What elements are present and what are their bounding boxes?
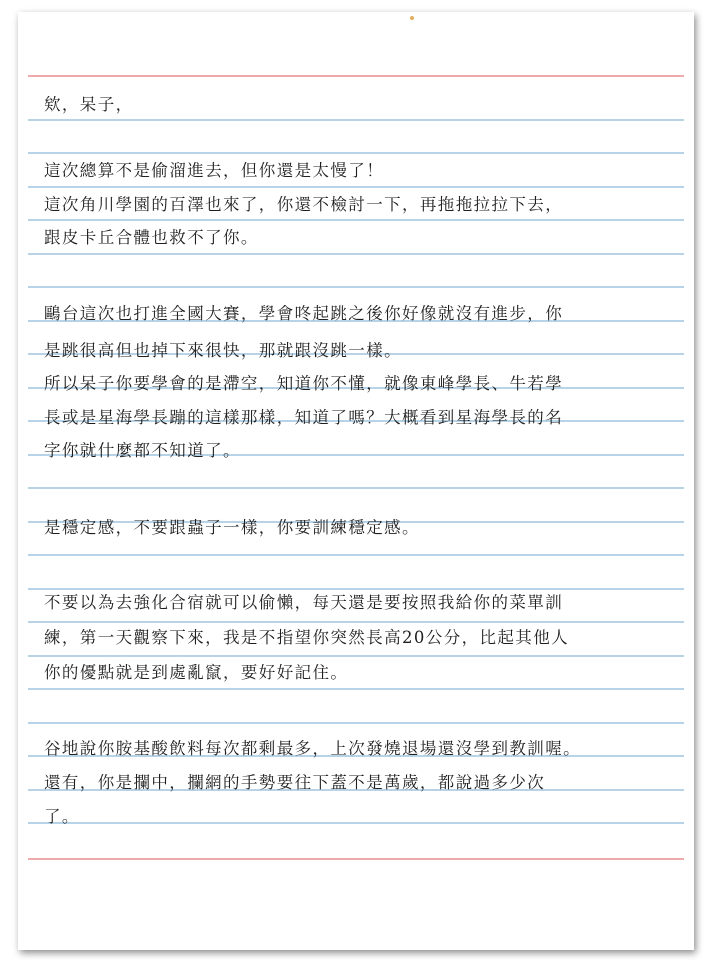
- letter-paper: [18, 12, 694, 950]
- ruled-line: [28, 822, 684, 824]
- letter-line: 長或是星海學長蹦的這樣那樣，知道了嗎？大概看到星海學長的名: [44, 408, 564, 427]
- letter-line: 不要以為去強化合宿就可以偷懶，每天還是要按照我給你的菜單訓: [44, 593, 564, 612]
- letter-line: 跟皮卡丘合體也救不了你。: [44, 228, 259, 247]
- ruled-line: [28, 219, 684, 221]
- ruled-line: [28, 688, 684, 690]
- letter-line: 了。: [44, 807, 80, 826]
- ruled-line: [28, 487, 684, 489]
- ruled-line: [28, 655, 684, 657]
- letter-line: 是穩定感，不要跟蟲子一樣，你要訓練穩定感。: [44, 518, 420, 537]
- ruled-line: [28, 621, 684, 623]
- letter-line: 你的優點就是到處亂竄，要好好記住。: [44, 663, 349, 682]
- letter-line: 字你就什麼都不知道了。: [44, 441, 241, 460]
- letter-line: 還有，你是攔中，攔網的手勢要往下蓋不是萬歲，都說過多少次: [44, 773, 546, 792]
- ruled-line: [28, 119, 684, 121]
- ruled-line: [28, 588, 684, 590]
- letter-line: 這次角川學園的百澤也來了，你還不檢討一下，再拖拖拉拉下去，: [44, 195, 564, 214]
- ruled-line: [28, 186, 684, 188]
- letter-line: 谷地說你胺基酸飲料每次都剩最多，上次發燒退場還沒學到教訓喔。: [44, 739, 581, 758]
- letter-line: 是跳很高但也掉下來很快，那就跟沒跳一樣。: [44, 341, 402, 360]
- ruled-line: [28, 253, 684, 255]
- ruled-line: [28, 152, 684, 154]
- letter-greeting: 欸，呆子，: [44, 95, 134, 114]
- ruled-line: [28, 286, 684, 288]
- ruled-line: [28, 722, 684, 724]
- letter-line: 這次總算不是偷溜進去，但你還是太慢了！: [44, 161, 385, 180]
- letter-line: 所以呆子你要學會的是滯空，知道你不懂，就像東峰學長、牛若學: [44, 374, 564, 393]
- top-red-rule: [28, 75, 684, 77]
- letter-line: 鷗台這次也打進全國大賽，學會咚起跳之後你好像就沒有進步，你: [44, 304, 564, 323]
- ruled-line: [28, 554, 684, 556]
- bottom-red-rule: [28, 858, 684, 860]
- paper-mark: [410, 16, 414, 20]
- letter-line: 練，第一天觀察下來，我是不指望你突然長高20公分，比起其他人: [44, 628, 569, 647]
